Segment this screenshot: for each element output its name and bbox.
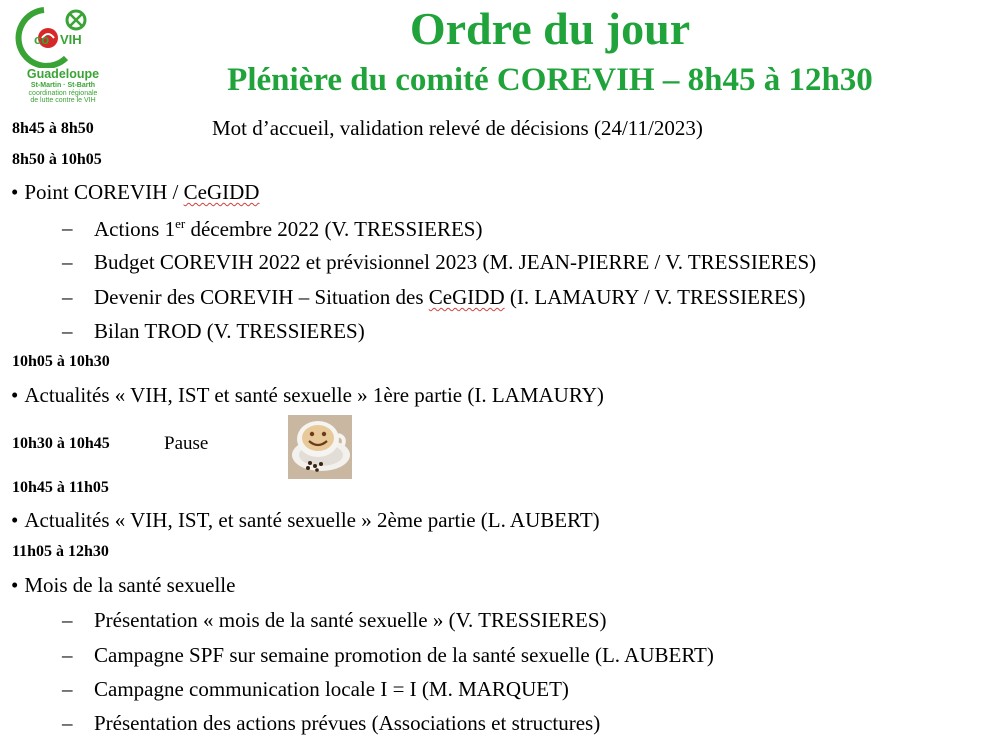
cegidd-word: CeGIDD — [428, 285, 505, 309]
superscript: er — [175, 216, 186, 231]
corevih-emblem-icon — [4, 4, 122, 68]
dash-icon: – — [62, 250, 73, 274]
time-slot-5: 10h45 à 11h05 — [12, 479, 109, 496]
sub-item-devenir — [94, 285, 805, 310]
sub-item-trod: Bilan TROD (V. TRESSIERES) — [94, 319, 365, 343]
bullet-dot-icon: • — [11, 573, 19, 597]
logo-tagline-1: coordination régionale — [28, 89, 98, 97]
page-subtitle: Plénière du comité COREVIH – 8h45 à 12h30 — [227, 62, 873, 98]
bullet-actualites-2 — [11, 508, 600, 533]
dash-icon: – — [62, 677, 73, 701]
sub-item-text: Actions 1 — [94, 217, 176, 241]
bullet-text: Mois de la santé sexuelle — [24, 573, 236, 597]
time-slot-6: 11h05 à 12h30 — [12, 543, 109, 560]
time-slot-4: 10h30 à 10h45 — [12, 435, 110, 452]
bullet-actualites-1 — [11, 383, 604, 408]
sub-item-text: (I. LAMAURY / V. TRESSIERES) — [504, 285, 806, 309]
dash-icon: – — [62, 216, 73, 240]
logo-islands: St-Martin · St-Barth — [30, 81, 96, 89]
bullet-point-corevih — [11, 180, 259, 205]
bullet-mois-sante — [11, 573, 235, 598]
corevih-logo — [4, 4, 122, 104]
time-slot-2: 8h50 à 10h05 — [12, 151, 102, 168]
bullet-dot-icon: • — [11, 508, 19, 532]
svg-text:VIH: VIH — [60, 32, 82, 47]
bullet-dot-icon: • — [11, 180, 19, 204]
dash-icon: – — [62, 319, 73, 343]
smiley-coffee-cup-icon — [288, 415, 352, 479]
dash-icon: – — [62, 643, 73, 667]
logo-region: Guadeloupe — [26, 67, 100, 81]
dash-icon: – — [62, 285, 73, 309]
sub-item-text: décembre 2022 (V. TRESSIERES) — [185, 217, 483, 241]
sub-item-presentation-mois: Présentation « mois de la santé sexuelle » (V. TRESSIERES) — [94, 608, 607, 632]
time-slot-1: 8h45 à 8h50 — [12, 120, 94, 137]
bullet-text: Point COREVIH / — [24, 180, 184, 204]
dash-icon: – — [62, 711, 73, 735]
logo-tagline-2: de lutte contre le VIH — [30, 96, 96, 104]
sub-item-actions-prevues: Présentation des actions prévues (Associations et structures) — [94, 711, 601, 735]
sub-item-campagne-locale: Campagne communication locale I = I (M. MARQUET) — [94, 677, 569, 701]
pause-label: Pause — [164, 433, 209, 454]
sub-item-actions — [94, 216, 482, 242]
dash-icon: – — [62, 608, 73, 632]
bullet-text: Actualités « VIH, IST et santé sexuelle » 1ère partie (I. LAMAURY) — [24, 383, 604, 407]
svg-text:co: co — [34, 32, 50, 47]
bullet-dot-icon: • — [11, 383, 19, 407]
cegidd-word: CeGIDD — [183, 180, 260, 204]
sub-item-campagne-spf: Campagne SPF sur semaine promotion de la santé sexuelle (L. AUBERT) — [94, 643, 714, 667]
bullet-text: Actualités « VIH, IST, et santé sexuelle » 2ème partie (L. AUBERT) — [24, 508, 600, 532]
sub-item-text: Devenir des COREVIH – Situation des — [94, 285, 429, 309]
page-title: Ordre du jour — [409, 3, 691, 54]
sub-item-budget: Budget COREVIH 2022 et prévisionnel 2023 (M. JEAN-PIERRE / V. TRESSIERES) — [94, 250, 817, 274]
time-slot-3: 10h05 à 10h30 — [12, 353, 110, 370]
welcome-item: Mot d’accueil, validation relevé de décisions (24/11/2023) — [212, 116, 703, 140]
